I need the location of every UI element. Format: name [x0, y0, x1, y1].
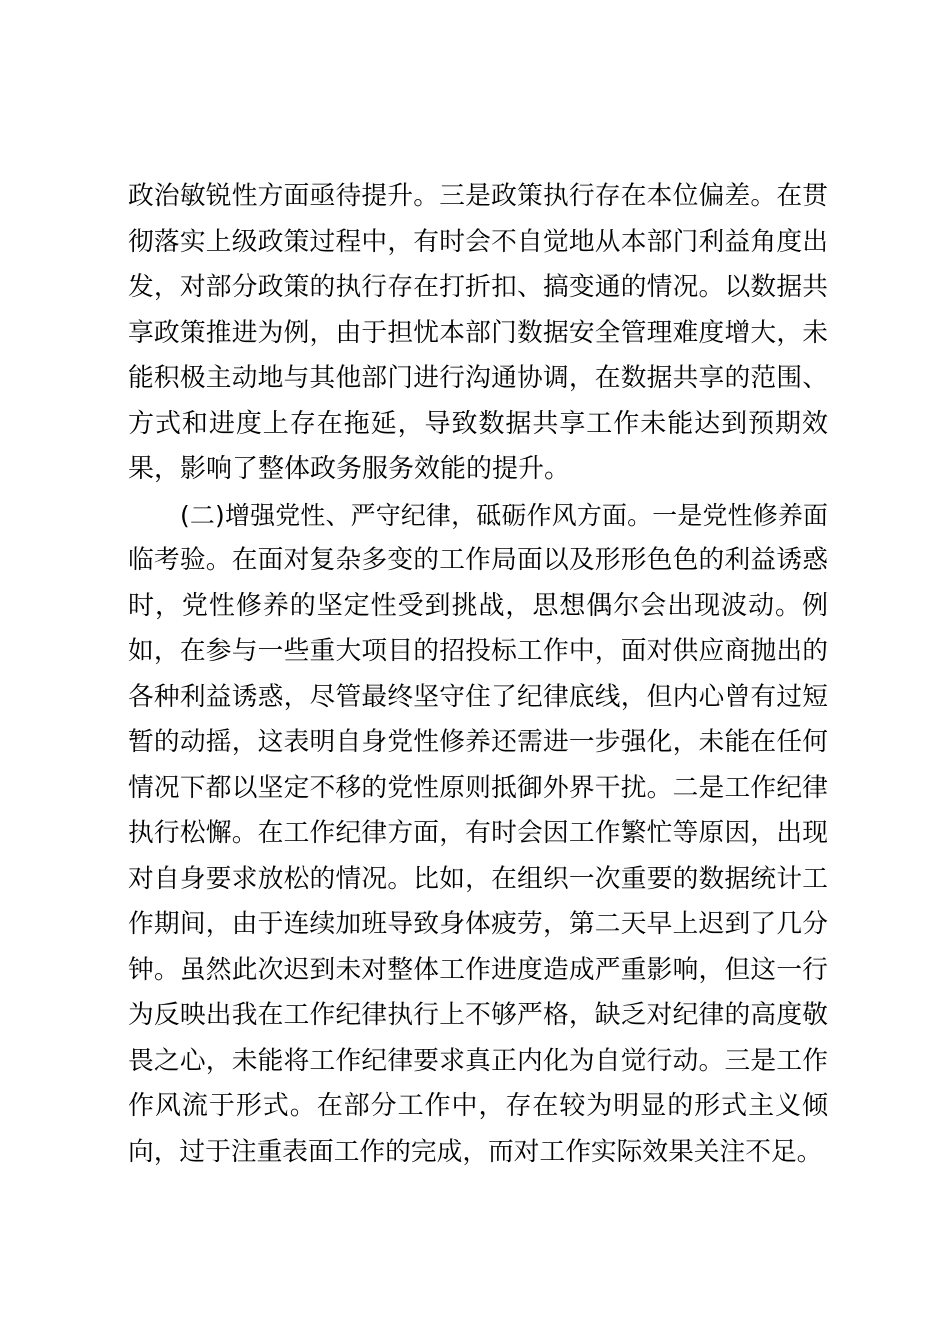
text-line: 发，对部分政策的执行存在打折扣、搞变通的情况。以数据共: [128, 272, 828, 302]
text-line: 畏之心，未能将工作纪律要求真正内化为自觉行动。三是工作: [128, 1045, 828, 1076]
text-line: 对自身要求放松的情况。比如，在组织一次重要的数据统计工: [128, 863, 828, 894]
text-line: 果，影响了整体政务服务效能的提升。: [128, 454, 571, 484]
text-line: 执行松懈。在工作纪律方面，有时会因工作繁忙等原因，出现: [128, 818, 828, 848]
text-line: 享政策推进为例，由于担忧本部门数据安全管理难度增大，未: [128, 317, 828, 348]
text-line: 钟。虽然此次迟到未对整体工作进度造成严重影响，但这一行: [128, 954, 828, 985]
text-line: 政治敏锐性方面亟待提升。三是政策执行存在本位偏差。在贯: [128, 181, 828, 211]
document-body: [128, 174, 828, 1175]
text-line: 方式和进度上存在拖延，导致数据共享工作未能达到预期效: [128, 408, 828, 439]
text-line: 时，党性修养的坚定性受到挑战，思想偶尔会出现波动。例: [128, 590, 828, 621]
text-line: 能积极主动地与其他部门进行沟通协调，在数据共享的范围、: [128, 363, 828, 393]
text-line: 为反映出我在工作纪律执行上不够严格，缺乏对纪律的高度敬: [128, 1000, 828, 1030]
text-line: 如，在参与一些重大项目的招投标工作中，面对供应商抛出的: [128, 636, 828, 666]
text-line: 作风流于形式。在部分工作中，存在较为明显的形式主义倾: [128, 1091, 828, 1121]
text-line: 作期间，由于连续加班导致身体疲劳，第二天早上迟到了几分: [128, 909, 828, 939]
text-line: 情况下都以坚定不移的党性原则抵御外界干扰。二是工作纪律: [128, 772, 828, 803]
text-line: 向，过于注重表面工作的完成，而对工作实际效果关注不足。: [128, 1136, 823, 1167]
text-line: 暂的动摇，这表明自身党性修养还需进一步强化，未能在任何: [128, 727, 828, 757]
text-line: 各种利益诱惑，尽管最终坚守住了纪律底线，但内心曾有过短: [128, 681, 828, 712]
section-heading-line: (二)增强党性、严守纪律，砥砺作风方面。一是党性修养面: [180, 500, 828, 530]
text-line: 临考验。在面对复杂多变的工作局面以及形形色色的利益诱惑: [128, 545, 828, 575]
text-line: 彻落实上级政策过程中，有时会不自觉地从本部门利益角度出: [128, 226, 828, 257]
